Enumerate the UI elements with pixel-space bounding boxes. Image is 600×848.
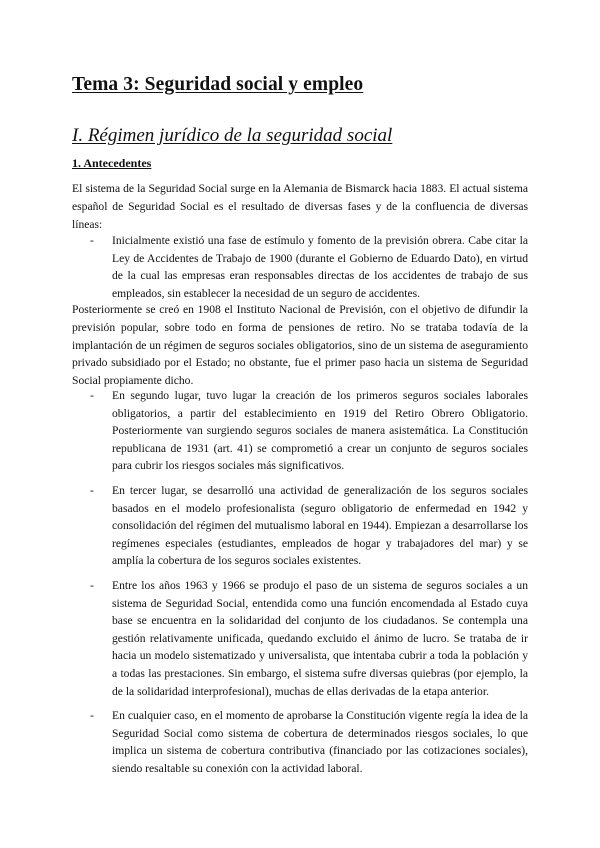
bullet-marker: - — [90, 709, 94, 723]
list-item-text: En segundo lugar, tuvo lugar la creación de los primeros seguros sociales laborales obligatorios, a partir del establecimiento en 1919 del Retiro Obrero Obligatorio. Posteriormente van surgiendo seguros sociales de manera asistemática. La Constitución republicana de 1931 (art. 41) se comprometió a crear un conjunto de seguros sociales para cubrir los riesgos sociales más significativos. — [112, 389, 528, 473]
list-item — [90, 482, 528, 570]
list-item — [90, 232, 528, 302]
paragraph-previsión: Posteriormente se creó en 1908 el Instituto Nacional de Previsión, con el objetivo de difundir la previsión popular, sobre todo en forma de pensiones de retiro. No se trataba todavía de la implantación de un régimen de seguros sociales obligatorios, sino de un sistema de aseguramiento privado subsidiado por el Estado; no obstante, fue el primer paso hacia un sistema de Seguridad Social propiamente dicho. — [72, 303, 528, 388]
subsection-title: 1. Antecedentes — [72, 156, 152, 170]
list-item — [90, 707, 528, 777]
bullet-list-2 — [90, 387, 528, 784]
list-item-text: En cualquier caso, en el momento de aprobarse la Constitución vigente regía la idea de la Seguridad Social como sistema de cobertura de determinados riesgos sociales, lo que implica un sistema de cobertura contributiva (financiado por las cotizaciones sociales), siendo resaltable su conexión con la actividad laboral. — [112, 709, 528, 775]
list-item — [90, 387, 528, 475]
bullet-marker: - — [90, 389, 94, 402]
document-title: Tema 3: Seguridad social y empleo — [72, 74, 364, 95]
list-item — [90, 577, 528, 700]
bullet-marker: - — [90, 483, 94, 497]
list-item-text: Entre los años 1963 y 1966 se produjo el paso de un sistema de seguros sociales a un sistema de Seguridad Social, entendida como una función encomendada al Estado cuya base se encuentra en la solidaridad del conjunto de los ciudadanos. Se contempla una gestión relativamente unificada, quedando excluido el ánimo de lucro. Se trataba de ir hacia un modelo sistematizado y universalista, que intentaba cubrir a toda la población y a todas las prestaciones. Sin embargo, el sistema sufre diversas quiebras (por ejemplo, la de la solidaridad interprofesional), muchas de ellas derivadas de la etapa anterior. — [112, 578, 528, 698]
section-title: I. Régimen jurídico de la seguridad social — [72, 125, 393, 146]
bullet-list-1 — [90, 232, 528, 309]
paragraph-intro: El sistema de la Seguridad Social surge en la Alemania de Bismarck hacia 1883. El actual sistema español de Seguridad Social es el resultado de diversas fases y de la confluencia de diversas líneas: — [72, 182, 528, 231]
bullet-marker: - — [90, 234, 94, 247]
list-item-text: En tercer lugar, se desarrolló una actividad de generalización de los seguros sociales basados en el modelo profesionalista (seguro obligatorio de enfermedad en 1942 y consolidación del régimen del mutualismo laboral en 1944). Empiezan a desarrollarse los regímenes especiales (estudiantes, empleados de hogar y trabajadores del mar) y se amplía la cobertura de los seguros sociales existentes. — [112, 483, 528, 568]
bullet-marker: - — [90, 578, 94, 592]
list-item-text: Inicialmente existió una fase de estímulo y fomento de la previsión obrera. Cabe citar la Ley de Accidentes de Trabajo de 1900 (durante el Gobierno de Eduardo Dato), en virtud de la cual las empresas eran responsables directas de los accidentes de trabajo de sus empleados, sin establecer la necesidad de un seguro de accidentes. — [112, 234, 528, 300]
